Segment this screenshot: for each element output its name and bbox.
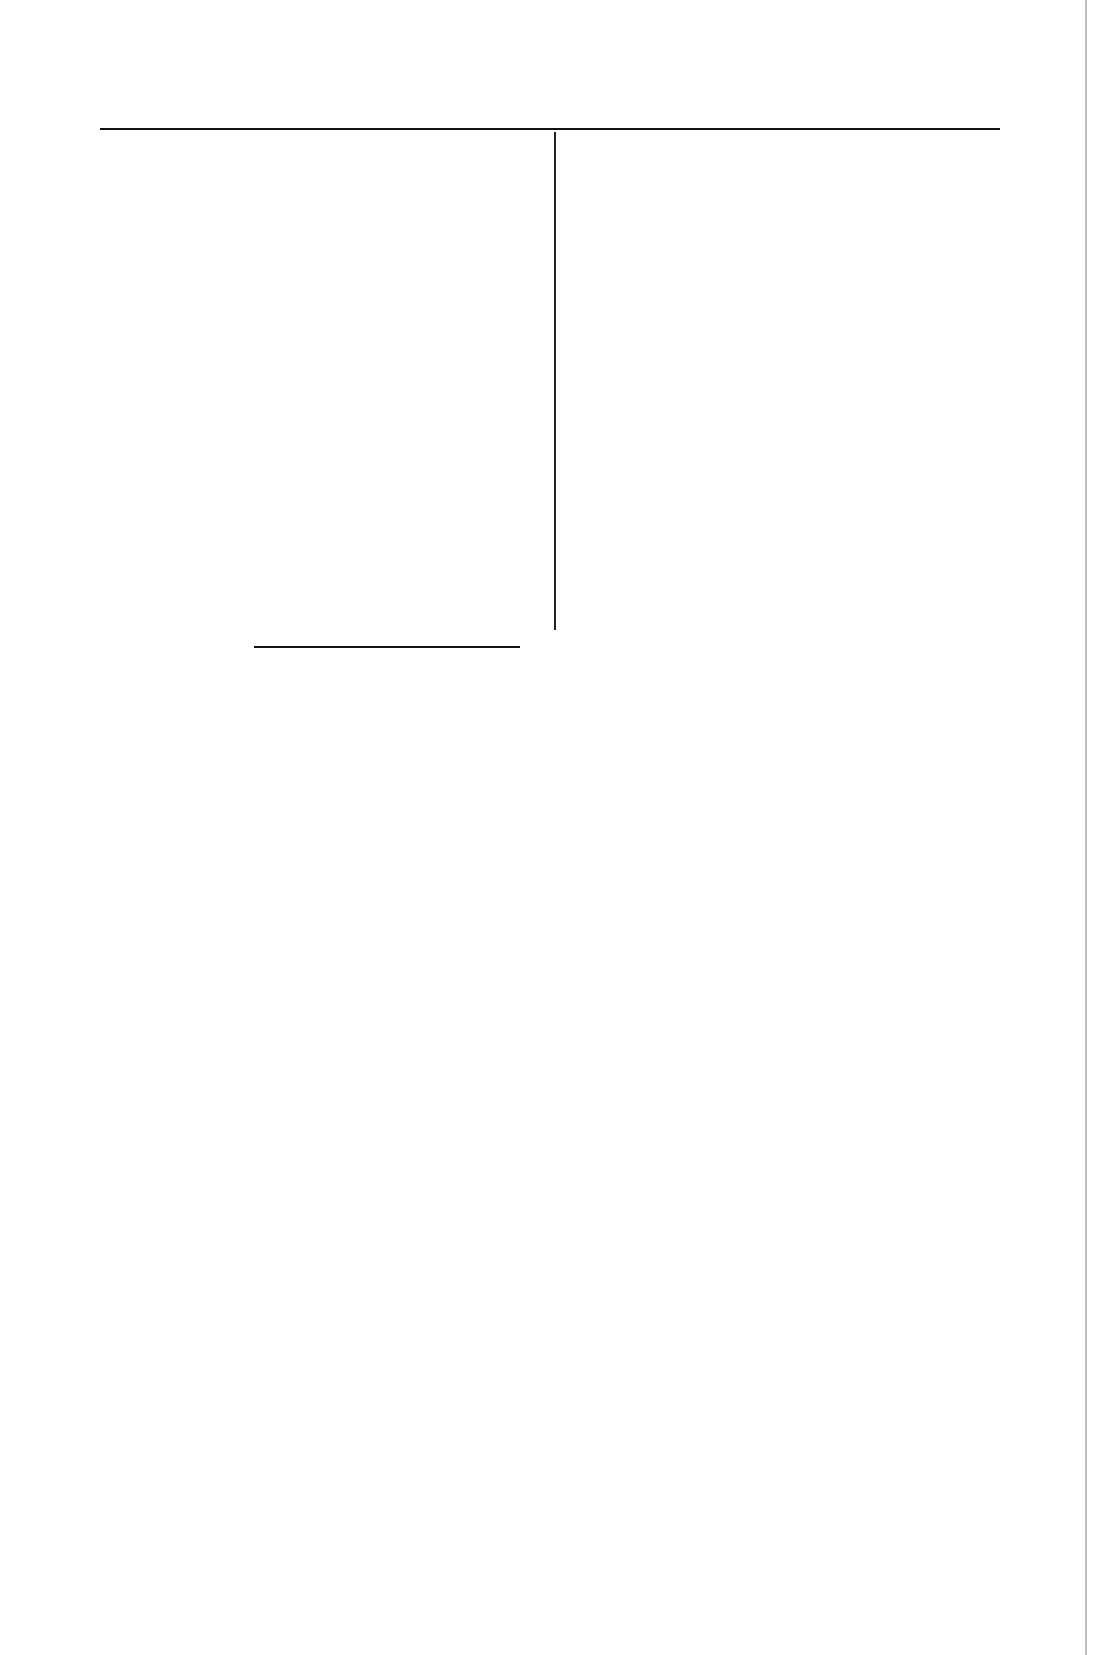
footnotes: [96, 666, 1000, 1496]
page-edge-shadow: [1085, 0, 1087, 1655]
footnote-separator: [254, 646, 520, 648]
header-rule: [100, 128, 1000, 130]
column-divider: [554, 132, 556, 630]
arabic-verses: [576, 150, 996, 520]
urdu-translation: [96, 148, 540, 588]
page-header: [100, 78, 1000, 124]
